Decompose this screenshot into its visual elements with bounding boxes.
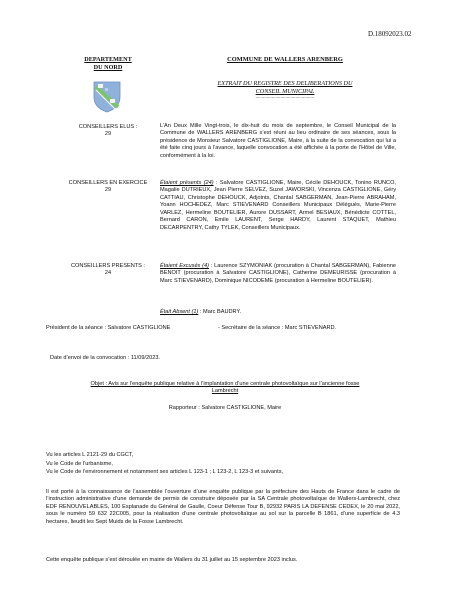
serving-count: 29	[104, 187, 112, 194]
serving-label: CONSEILLERS EN EXERCICE	[68, 180, 148, 186]
inquiry-period-paragraph: Cette enquête publique s’est déroulée en mairie de Wallers du 31 juillet au 15 septembre 2023 inclus.	[46, 557, 298, 563]
document-reference: D.18092023.02	[368, 30, 412, 38]
present-councillors-label	[58, 263, 158, 278]
commune-heading: COMMUNE DE WALLERS ARENBERG	[227, 56, 343, 63]
legal-references	[46, 451, 406, 477]
excused-heading: Étaient Excusés (4)	[160, 263, 209, 269]
subject-block	[40, 381, 410, 396]
legal-reference-item: Vu le Code de l’environnement et notamment ses articles L 123-1 ; L 123-2, L 123-3 et suivants,	[46, 469, 284, 476]
absent-list: : Marc BAUDRY.	[199, 309, 242, 315]
present-count: 24	[104, 270, 112, 277]
extract-line-2: CONSEIL MUNICIPAL	[255, 87, 315, 95]
legal-reference-item: Vu le Code de l’urbanisme,	[46, 460, 113, 467]
serving-councillors-label	[58, 180, 158, 195]
elected-councillors-label	[58, 124, 158, 139]
excused-list: : Laurence SZYMONIAK (procuration à Chantal SABGERMAN), Fabienne BENOIT (procuration à Salvatore CASTIGLIONE), Catherine DEMEURISSE (procuration à Marc STIEVENARD), Dominique NICODEME (procuration à Hermeline BOUTELIER).	[160, 263, 396, 284]
session-secretary: - Secrétaire de la séance : Marc STIEVENARD.	[218, 325, 337, 331]
registry-extract-heading	[200, 80, 370, 100]
excused-members-paragraph	[160, 263, 396, 285]
present-members-paragraph	[160, 180, 396, 232]
extract-dots: ...............................................	[255, 94, 315, 100]
session-president: Président de la séance : Salvatore CASTIGLIONE	[46, 325, 171, 331]
convocation-date: Date d’envoi de la convocation : 11/09/2023.	[50, 355, 160, 361]
absent-members-paragraph	[160, 309, 396, 316]
subject-line-2: Lambrecht	[211, 388, 239, 395]
department-line-1: DEPARTEMENT	[84, 56, 132, 63]
present-count-label: CONSEILLERS PRESENTS :	[71, 263, 145, 269]
legal-reference-item: Vu les articles L 2121-29 du CGCT,	[46, 452, 134, 458]
absent-heading: Était Absent (1)	[160, 309, 199, 315]
department-heading	[58, 56, 158, 72]
meeting-introduction: L’An Deux Mille Vingt-trois, le dix-huit du mois de septembre, le Conseil Municipal de la Commune de WALLERS ARENBERG s’est réuni au lieu ordinaire de ses séances, sous la présidence de Monsieur Salvatore CASTIGLIONE, Maire, à la suite de la convocation qui lui a été faite cinq jours à l’avance, laquelle convocation a été affichée à la porte de l’Hôtel de Ville, conformément à la loi.	[160, 123, 396, 159]
elected-count: 29	[104, 131, 112, 138]
present-heading: Étaient présents (24)	[160, 180, 214, 186]
department-line-2: DU NORD	[93, 63, 123, 71]
present-list: : Salvatore CASTIGLIONE, Maire, Cécile DEHOUCK, Tonino RUNCO, Magalie DUTRIEUX, Jean Pierre SELVEZ, Suzel JAWORSKI, Vincenza CASTIGLIONE, Géry CATTIAU, Christophe DEHOUCK, Adjoints, Chantal SABGERMAN, Jean-Pierre ABRAHAM, Yoann HOCHEDEZ, Marc STIEVENARD Conseillers Municipaux Délégués, Marie-Pierre VARLEZ, Hermeline BOUTELIER, Aurore DUSSART, Armel BESIAUX, Bénédicte COTTEL, Bernard CARON, Emile LAURENT, Serge HARDY, Laurent STAQUET, Mathieu DECARPENTRY, Cathy TYLEK, Conseillers Municipaux.	[160, 180, 396, 231]
extract-line-1: EXTRAIT DU REGISTRE DES DELIBERATIONS DU	[217, 80, 353, 87]
subject-line-1: Objet : Avis sur l’enquête publique relative à l’implantation d’une centrale photovoltaïque sur l’ancienne fosse	[90, 381, 360, 387]
rapporteur: Rapporteur : Salvatore CASTIGLIONE, Maire	[168, 405, 282, 411]
elected-label: CONSEILLERS ELUS :	[78, 124, 138, 130]
coat-of-arms-icon	[93, 81, 121, 113]
public-inquiry-paragraph: Il est porté à la connaissance de l’assemblée l’ouverture d’une enquête publique par la préfecture des Hauts de France dans le cadre de l’instruction administrative d’une demande de permis de construire déposée par la SA Centrale photovoltaïque de Wallers-Lambrecht, chez EDF RENOUVELABLES, 100 Esplanade du Général de Gaulle, Coeur Défense Tour B, 92932 PARIS LA DEFENSE CEDEX, le 20 mai 2022, sous le numéro 59 632 22C005, pour la réalisation d’une centrale photovoltaïque au sol sur la parcelle B 1861, d’une superficie de 4.3 hectares, lieudit les Sept Muids de la Fosse Lambrecht.	[46, 489, 400, 525]
